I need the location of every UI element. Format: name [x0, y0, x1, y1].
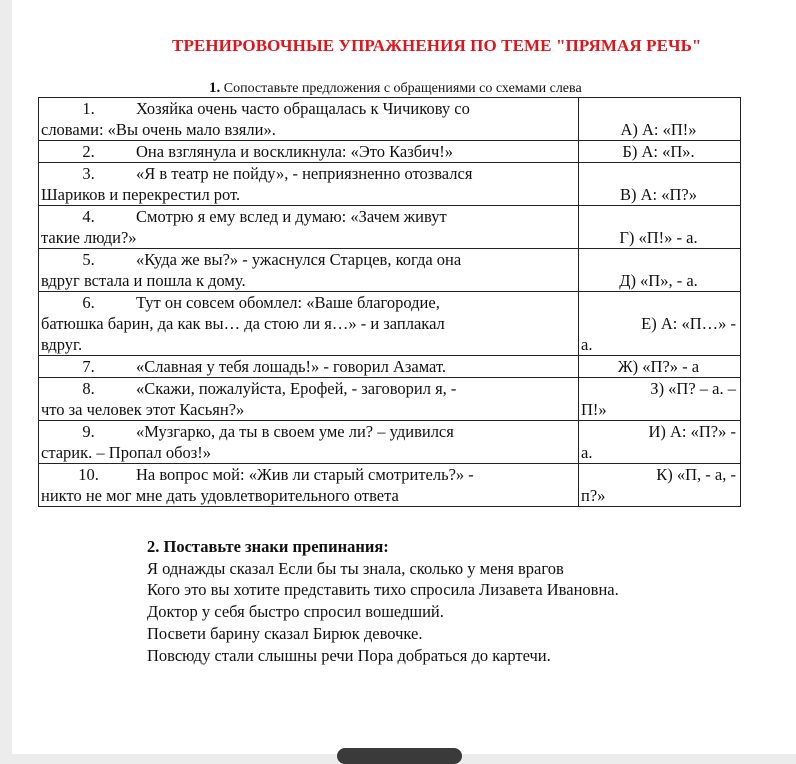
sentence-line: старик. – Пропал обоз!»: [41, 443, 212, 462]
scroll-indicator[interactable]: [337, 748, 462, 764]
scheme-text: К) «П, - а, -: [656, 465, 736, 484]
table-row: [39, 141, 741, 163]
scheme-cell: [579, 206, 741, 249]
scheme-text: Г) «П!» - а.: [619, 228, 698, 247]
table-row: [39, 163, 741, 206]
scheme-cell: [579, 249, 741, 292]
scheme-cell: [579, 378, 741, 421]
scheme-cell: [579, 141, 741, 163]
exercise-2-sentence: Повсюду стали слышны речи Пора добраться до картечи.: [147, 645, 551, 665]
sentence-line: «Славная у тебя лошадь!» - говорил Азамат.: [136, 357, 447, 376]
exercise-2: [147, 536, 619, 666]
scheme-text-continued: п?»: [581, 486, 606, 505]
sentence-cell: [39, 378, 579, 421]
scheme-cell: [579, 356, 741, 378]
sentence-line: «Скажи, пожалуйста, Ерофей, - заговорил я, -: [136, 379, 457, 398]
exercise-2-sentence: Доктор у себя быстро спросил вошедший.: [147, 602, 444, 622]
scheme-text: И) А: «П?» -: [648, 422, 736, 441]
row-number: 2.: [82, 142, 95, 161]
table-row: [39, 98, 741, 141]
sentence-cell: [39, 206, 579, 249]
exercise-1-heading: [209, 80, 582, 97]
row-number: 8.: [82, 379, 95, 398]
scheme-text: З) «П? – а. –: [650, 379, 736, 398]
sentence-cell: [39, 292, 579, 356]
scheme-text-continued: а.: [581, 443, 593, 462]
scheme-cell: [579, 421, 741, 464]
sentence-line: вдруг встала и пошла к дому.: [41, 271, 246, 290]
row-number: 9.: [82, 422, 95, 441]
table-row: [39, 249, 741, 292]
scheme-text: Е) А: «П…» -: [641, 314, 736, 333]
table-row: [39, 464, 741, 507]
sentence-line: «Я в театр не пойду», - неприязненно отозвался: [136, 164, 473, 183]
sentence-line: «Куда же вы?» - ужаснулся Старцев, когда она: [136, 250, 462, 269]
scheme-text: А) А: «П!»: [620, 120, 697, 139]
scheme-cell: [579, 163, 741, 206]
table-row: [39, 292, 741, 356]
sentence-line: На вопрос мой: «Жив ли старый смотритель?» -: [136, 465, 474, 484]
table-row: [39, 206, 741, 249]
sentence-line: вдруг.: [41, 335, 83, 354]
row-number: 7.: [82, 357, 95, 376]
exercise-2-sentence: Посвети барину сказал Бирюк девочке.: [147, 623, 423, 643]
table-row: [39, 378, 741, 421]
sentence-cell: [39, 163, 579, 206]
sentence-cell: [39, 98, 579, 141]
scheme-cell: [579, 464, 741, 507]
scheme-text: В) А: «П?»: [620, 185, 697, 204]
sentence-line: Тут он совсем обомлел: «Ваше благородие,: [136, 293, 440, 312]
sentence-cell: [39, 356, 579, 378]
row-number: 5.: [82, 250, 95, 269]
sentence-line: Хозяйка очень часто обращалась к Чичикову со: [136, 99, 470, 118]
exercise-1-instruction: Сопоставьте предложения с обращениями со схемами слева: [220, 81, 582, 96]
sentence-line: Шариков и перекрестил рот.: [41, 185, 241, 204]
sentence-line: что за человек этот Касьян?»: [41, 400, 245, 419]
sentence-cell: [39, 141, 579, 163]
scheme-text: Б) А: «П».: [622, 142, 695, 161]
sentence-line: «Музгарко, да ты в своем уме ли? – удивился: [136, 422, 454, 441]
scheme-text-continued: а.: [581, 335, 593, 354]
document-page: [12, 0, 796, 754]
table-row: [39, 356, 741, 378]
sentence-cell: [39, 421, 579, 464]
sentence-line: батюшка барин, да как вы… да стою ли я…» - и заплакал: [41, 314, 445, 333]
row-number: 10.: [78, 465, 99, 484]
sentence-line: словами: «Вы очень мало взяли».: [41, 120, 276, 139]
scheme-cell: [579, 98, 741, 141]
sentence-cell: [39, 464, 579, 507]
sentence-line: Смотрю я ему вслед и думаю: «Зачем живут: [136, 207, 447, 226]
row-number: 4.: [82, 207, 95, 226]
page-title: ТРЕНИРОВОЧНЫЕ УПРАЖНЕНИЯ ПО ТЕМЕ "ПРЯМАЯ РЕЧЬ": [172, 36, 702, 55]
scheme-text-continued: П!»: [581, 400, 607, 419]
sentence-line: такие люди?»: [41, 228, 137, 247]
row-number: 6.: [82, 293, 95, 312]
scheme-text: Д) «П», - а.: [619, 271, 698, 290]
exercise-1-number: 1.: [209, 80, 221, 96]
exercise-2-heading: 2. Поставьте знаки препинания:: [147, 537, 389, 556]
sentence-line: Она взглянула и воскликнула: «Это Казбич!»: [136, 142, 454, 161]
matching-table: [38, 97, 741, 507]
scheme-text: Ж) «П?» - а: [617, 357, 700, 376]
scheme-cell: [579, 292, 741, 356]
exercise-2-sentence: Кого это вы хотите представить тихо спросила Лизавета Ивановна.: [147, 580, 619, 600]
exercise-2-sentence: Я однажды сказал Если бы ты знала, сколько у меня врагов: [147, 558, 564, 578]
sentence-cell: [39, 249, 579, 292]
row-number: 3.: [82, 164, 95, 183]
table-row: [39, 421, 741, 464]
sentence-line: никто не мог мне дать удовлетворительного ответа: [41, 486, 399, 505]
row-number: 1.: [82, 99, 95, 118]
